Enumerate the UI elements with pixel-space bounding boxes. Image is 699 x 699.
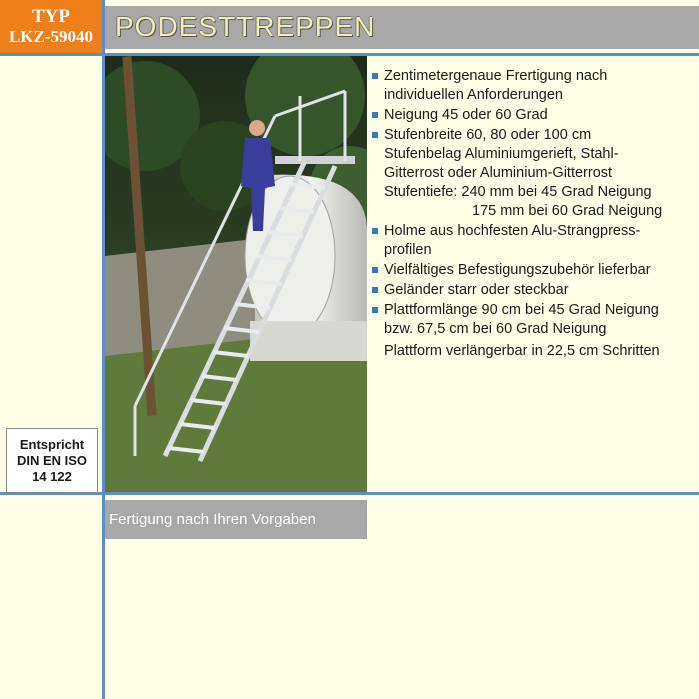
- bullet-icon: [372, 112, 378, 118]
- feature-line: Stufenbelag Aluminiumgerieft, Stahl-: [384, 146, 619, 162]
- bullet-icon: [372, 132, 378, 138]
- caption-bar: [105, 500, 367, 539]
- caption-text: Fertigung nach Ihren Vorgaben: [109, 511, 316, 528]
- feature-line: Geländer starr oder steckbar: [384, 282, 569, 298]
- bullet-icon: [372, 287, 378, 293]
- type-badge: [0, 0, 102, 53]
- bullet-icon: [372, 73, 378, 79]
- feature-line: Plattformlänge 90 cm bei 45 Grad Neigung: [384, 302, 659, 318]
- feature-item: [372, 222, 699, 260]
- feature-line: bzw. 67,5 cm bei 60 Grad Neigung: [384, 321, 607, 337]
- feature-line: Zentimetergenaue Frertigung nach: [384, 68, 608, 84]
- feature-item: [372, 67, 699, 105]
- title-bar: [105, 6, 699, 49]
- feature-item: [372, 126, 699, 221]
- type-label: TYP: [32, 5, 70, 27]
- feature-list: [372, 67, 699, 362]
- model-number: LKZ-59040: [8, 26, 94, 46]
- bullet-icon: [372, 307, 378, 313]
- standard-badge: [6, 428, 98, 493]
- stair-photo-illustration: [105, 56, 367, 492]
- standard-line: DIN EN ISO: [16, 452, 88, 468]
- feature-item: [372, 261, 699, 280]
- feature-line: Stufenbreite 60, 80 oder 100 cm: [384, 127, 592, 143]
- page-title: PODESTTREPPEN: [115, 11, 376, 42]
- bullet-icon: [372, 267, 378, 273]
- feature-item: [372, 106, 699, 125]
- standard-line: 14 122: [32, 468, 72, 484]
- feature-line: Stufentiefe: 240 mm bei 45 Grad Neigung: [384, 184, 652, 200]
- standard-line: Entspricht: [19, 436, 85, 452]
- feature-line: Neigung 45 oder 60 Grad: [384, 107, 548, 123]
- feature-line: Vielfältiges Befestigungszubehör lieferbar: [384, 262, 651, 278]
- feature-line: Gitterrost oder Aluminium-Gitterrost: [384, 165, 613, 181]
- feature-item: [372, 281, 699, 300]
- feature-line: Plattform verlängerbar in 22,5 cm Schritten: [384, 343, 660, 359]
- bullet-icon: [372, 228, 378, 234]
- feature-item: [372, 301, 699, 361]
- product-photo: [105, 56, 367, 492]
- middle-horizontal-rule: [0, 492, 699, 495]
- feature-line: Holme aus hochfesten Alu-Strangpress-: [384, 223, 641, 239]
- feature-line-indented: 175 mm bei 60 Grad Neigung: [472, 203, 663, 219]
- feature-line: individuellen Anforderungen: [384, 87, 563, 103]
- feature-line: profilen: [384, 242, 432, 258]
